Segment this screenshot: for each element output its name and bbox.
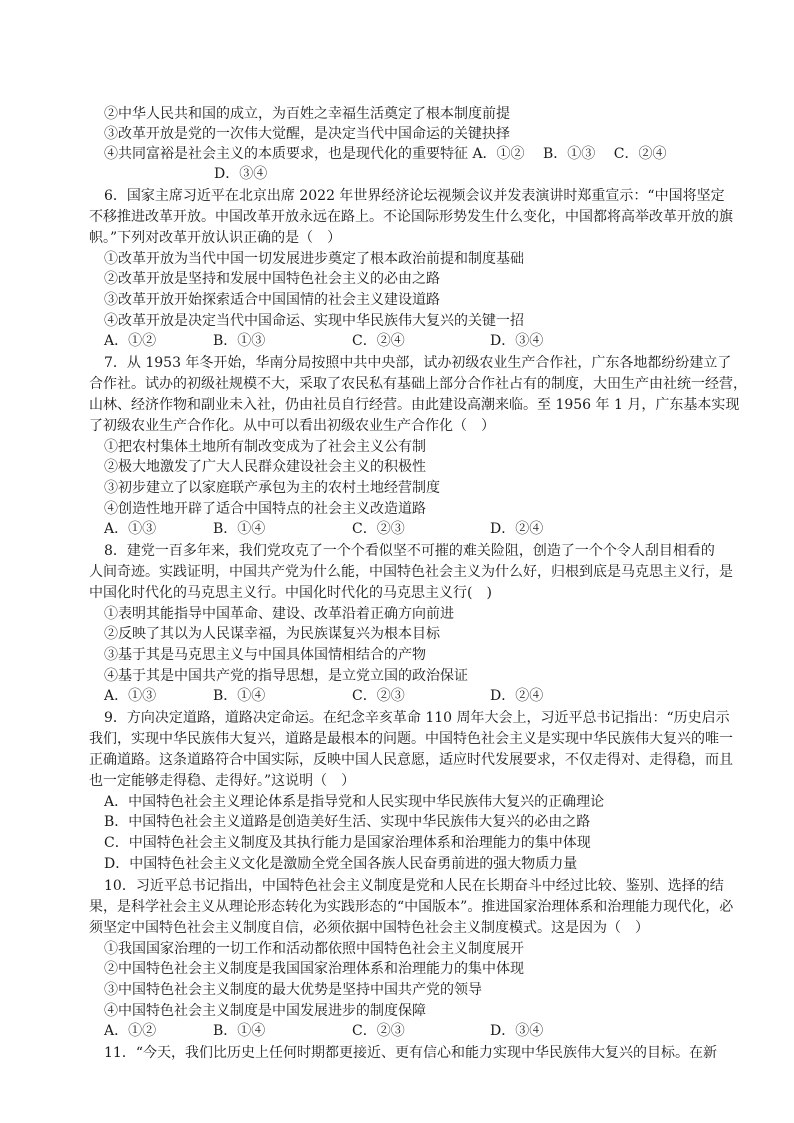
choice-d: D．②④ <box>490 521 544 537</box>
option-3: ③基于其是马克思主义与中国具体国情相结合的产物 <box>104 647 426 663</box>
choice-c: C．②③ <box>352 1023 405 1039</box>
question-9-stem-cont: 也一定能够走得稳、走得好。”这说明（ ） <box>89 773 356 789</box>
question-6-stem: 6．国家主席习近平在北京出席 2022 年世界经济论坛视频会议并发表演讲时郑重宣示：“中国将坚定 <box>104 188 725 204</box>
option-4-with-choices: ④共同富裕是社会主义的本质要求，也是现代化的重要特征 A．①② B．①③ C．②④ <box>104 146 667 162</box>
option-3: ③改革开放是党的一次伟大觉醒，是决定当代中国命运的关键抉择 <box>104 126 510 142</box>
option-1: ①我国国家治理的一切工作和活动都依照中国特色社会主义制度展开 <box>104 941 524 957</box>
choice-d: D．②④ <box>490 688 544 704</box>
choice-c: C．中国特色社会主义制度及其执行能力是国家治理体系和治理能力的集中体现 <box>104 835 591 851</box>
question-7-stem-cont: 合作社。试办的初级社规模不大，采取了农民私有基础上部分合作社占有的制度，大田生产由社统一经营， <box>89 376 747 392</box>
choice-b: B．①③ <box>213 333 266 349</box>
option-2: ②反映了其以为人民谋幸福，为民族谋复兴为根本目标 <box>104 626 440 642</box>
choice-d: D．中国特色社会主义文化是激励全党全国各族人民奋勇前进的强大物质力量 <box>104 856 578 872</box>
option-1: ①改革开放为当代中国一切发展进步奠定了根本政治前提和制度基础 <box>104 251 524 267</box>
choice-d: D．③④ <box>490 333 544 349</box>
question-6-stem-cont: 帜。”下列对改革开放认识正确的是（ ） <box>89 230 342 246</box>
choice-b: B．①④ <box>213 521 266 537</box>
option-1: ①表明其能指导中国革命、建设、改革沿着正确方向前进 <box>104 606 454 622</box>
question-9-stem: 9．方向决定道路，道路决定命运。在纪念辛亥革命 110 周年大会上，习近平总书记指出：“历史启示 <box>104 710 730 726</box>
option-2: ②改革开放是坚持和发展中国特色社会主义的必由之路 <box>104 271 440 287</box>
question-8-stem-cont: 中国化时代化的马克思主义行。中国化时代化的马克思主义行( ) <box>89 585 492 601</box>
choice-c: C．②③ <box>352 688 405 704</box>
choice-c: C．②③ <box>352 521 405 537</box>
option-3: ③初步建立了以家庭联产承包为主的农村土地经营制度 <box>104 480 440 496</box>
question-8-stem-cont: 人间奇迹。实践证明，中国共产党为什么能，中国特色社会主义为什么好，归根到底是马克思主义行，是 <box>89 564 733 580</box>
choice-a: A．①② <box>104 333 157 349</box>
option-4: ④创造性地开辟了适合中国特点的社会主义改造道路 <box>104 501 426 517</box>
choice-d: D．③④ <box>490 1023 544 1039</box>
question-7-stem-cont: 山林、经济作物和副业未入社，仍由社员自行经营。由此建设高潮来临。至 1956 年 1 月，广东基本实现 <box>89 397 740 413</box>
question-7-stem: 7．从 1953 年冬开始，华南分局按照中共中央部，试办初级农业生产合作社，广东各地都纷纷建立了 <box>104 355 732 371</box>
question-10-stem: 10．习近平总书记指出，中国特色社会主义制度是党和人民在长期奋斗中经过比较、鉴别、选择的结 <box>104 878 724 894</box>
option-4: ④中国特色社会主义制度是中国发展进步的制度保障 <box>104 1003 426 1019</box>
question-10-stem-cont: 果，是科学社会主义从理论形态转化为实践形态的“中国版本”。推进国家治理体系和治理能力现代化，必 <box>89 899 734 915</box>
choice-b: B．①④ <box>213 688 266 704</box>
question-11-stem: 11．“今天，我们比历史上任何时期都更接近、更有信心和能力实现中华民族伟大复兴的目标。在新 <box>104 1045 717 1061</box>
option-4: ④基于其是中国共产党的指导思想，是立党立国的政治保证 <box>104 668 468 684</box>
choice-a: A．①③ <box>104 688 157 704</box>
option-3: ③中国特色社会主义制度的最大优势是坚持中国共产党的领导 <box>104 982 482 998</box>
choice-b: B．中国特色社会主义道路是创造美好生活、实现中华民族伟大复兴的必由之路 <box>104 814 591 830</box>
option-3: ③改革开放开始探索适合中国国情的社会主义建设道路 <box>104 292 440 308</box>
choice-a: A．①③ <box>104 521 157 537</box>
option-2: ②中华人民共和国的成立，为百姓之幸福生活奠定了根本制度前提 <box>104 106 510 122</box>
question-9-stem-cont: 我们，实现中华民族伟大复兴，道路是最根本的问题。中国特色社会主义是实现中华民族伟大复兴的唯一 <box>89 731 733 747</box>
option-4: ④改革开放是决定当代中国命运、实现中华民族伟大复兴的关键一招 <box>104 313 524 329</box>
choice-a: A．中国特色社会主义理论体系是指导党和人民实现中华民族伟大复兴的正确理论 <box>104 794 605 810</box>
question-7-stem-cont: 了初级农业生产合作化。从中可以看出初级农业生产合作化（ ） <box>89 418 495 434</box>
option-2: ②极大地激发了广大人民群众建设社会主义的积极性 <box>104 459 426 475</box>
question-9-stem-cont: 正确道路。这条道路符合中国实际，反映中国人民意愿，适应时代发展要求，不仅走得对、走得稳，而且 <box>89 752 733 768</box>
question-6-stem-cont: 不移推进改革开放。中国改革开放永远在路上。不论国际形势发生什么变化，中国都将高举改革开放的旗 <box>89 209 733 225</box>
choice-a: A．①② <box>104 1023 157 1039</box>
option-2: ②中国特色社会主义制度是我国国家治理体系和治理能力的集中体现 <box>104 961 524 977</box>
choice-d: D．③④ <box>214 166 268 182</box>
choice-b: B．①④ <box>213 1023 266 1039</box>
choice-c: C．②④ <box>352 333 405 349</box>
question-8-stem: 8．建党一百多年来，我们党攻克了一个个看似坚不可摧的难关险阻，创造了一个个令人刮目相看的 <box>104 543 715 559</box>
question-10-stem-cont: 须坚定中国特色社会主义制度自信，必须依据中国特色社会主义制度模式。这是因为（ ） <box>89 920 649 936</box>
option-1: ①把农村集体土地所有制改变成为了社会主义公有制 <box>104 439 426 455</box>
